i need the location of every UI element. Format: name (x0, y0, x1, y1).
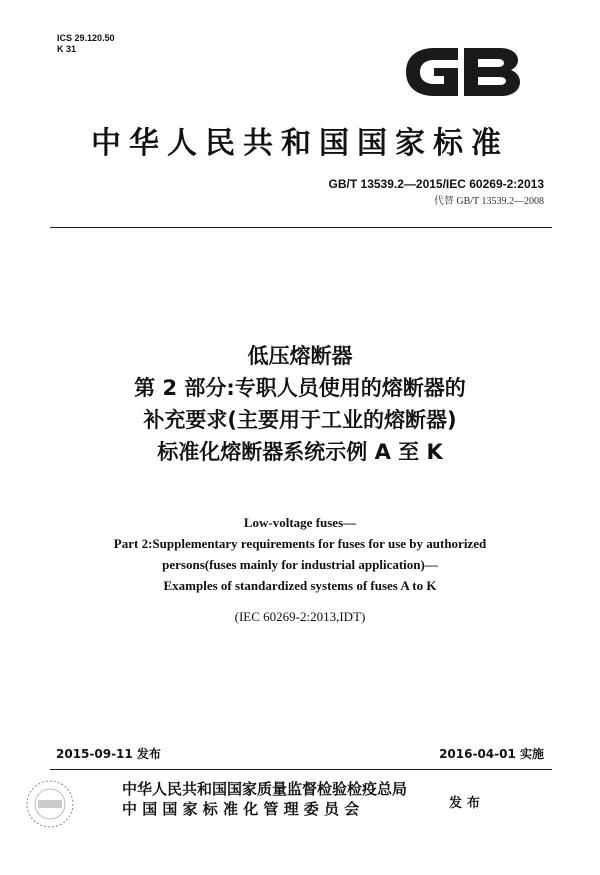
standard-code: GB/T 13539.2—2015/IEC 60269-2:2013 (328, 177, 544, 191)
issuer-sac: 中国国家标准化管理委员会 (122, 800, 365, 818)
iec-equivalence: (IEC 60269-2:2013,IDT) (234, 609, 366, 624)
anti-counterfeit-stamp-icon (24, 778, 76, 830)
ccs-code: K 31 (57, 44, 77, 54)
title-zh-line: 标准化熔断器系统示例 A 至 K (157, 440, 443, 464)
issue-date: 2015-09-11 发布 (56, 747, 161, 761)
document-title-zh (0, 340, 600, 468)
national-standard-title: 中华人民共和国国家标准 (91, 126, 509, 161)
implementation-date: 2016-04-01 实施 (439, 747, 544, 761)
issuing-authorities (122, 779, 407, 819)
publish-label: 发布 (449, 796, 486, 811)
title-en-line: Low-voltage fuses— (243, 515, 357, 530)
title-zh-line: 低压熔断器 (247, 344, 353, 368)
classification-codes (57, 33, 115, 55)
title-zh-line: 第 2 部分:专职人员使用的熔断器的 (134, 376, 466, 400)
title-en-line: persons(fuses mainly for industrial application)— (162, 557, 438, 572)
document-title-en (0, 512, 600, 596)
top-divider (50, 227, 552, 228)
ics-code: ICS 29.120.50 (57, 33, 115, 43)
replaced-standard: 代替 GB/T 13539.2—2008 (433, 196, 544, 207)
gb-logo-icon (400, 44, 524, 100)
title-en-line: Examples of standardized systems of fuses A to K (163, 578, 437, 593)
issuer-aqsiq: 中华人民共和国国家质量监督检验检疫总局 (122, 780, 408, 798)
title-en-line: Part 2:Supplementary requirements for fuses for use by authorized (113, 536, 487, 551)
title-zh-line: 补充要求(主要用于工业的熔断器) (143, 408, 457, 432)
bottom-divider (50, 769, 552, 770)
